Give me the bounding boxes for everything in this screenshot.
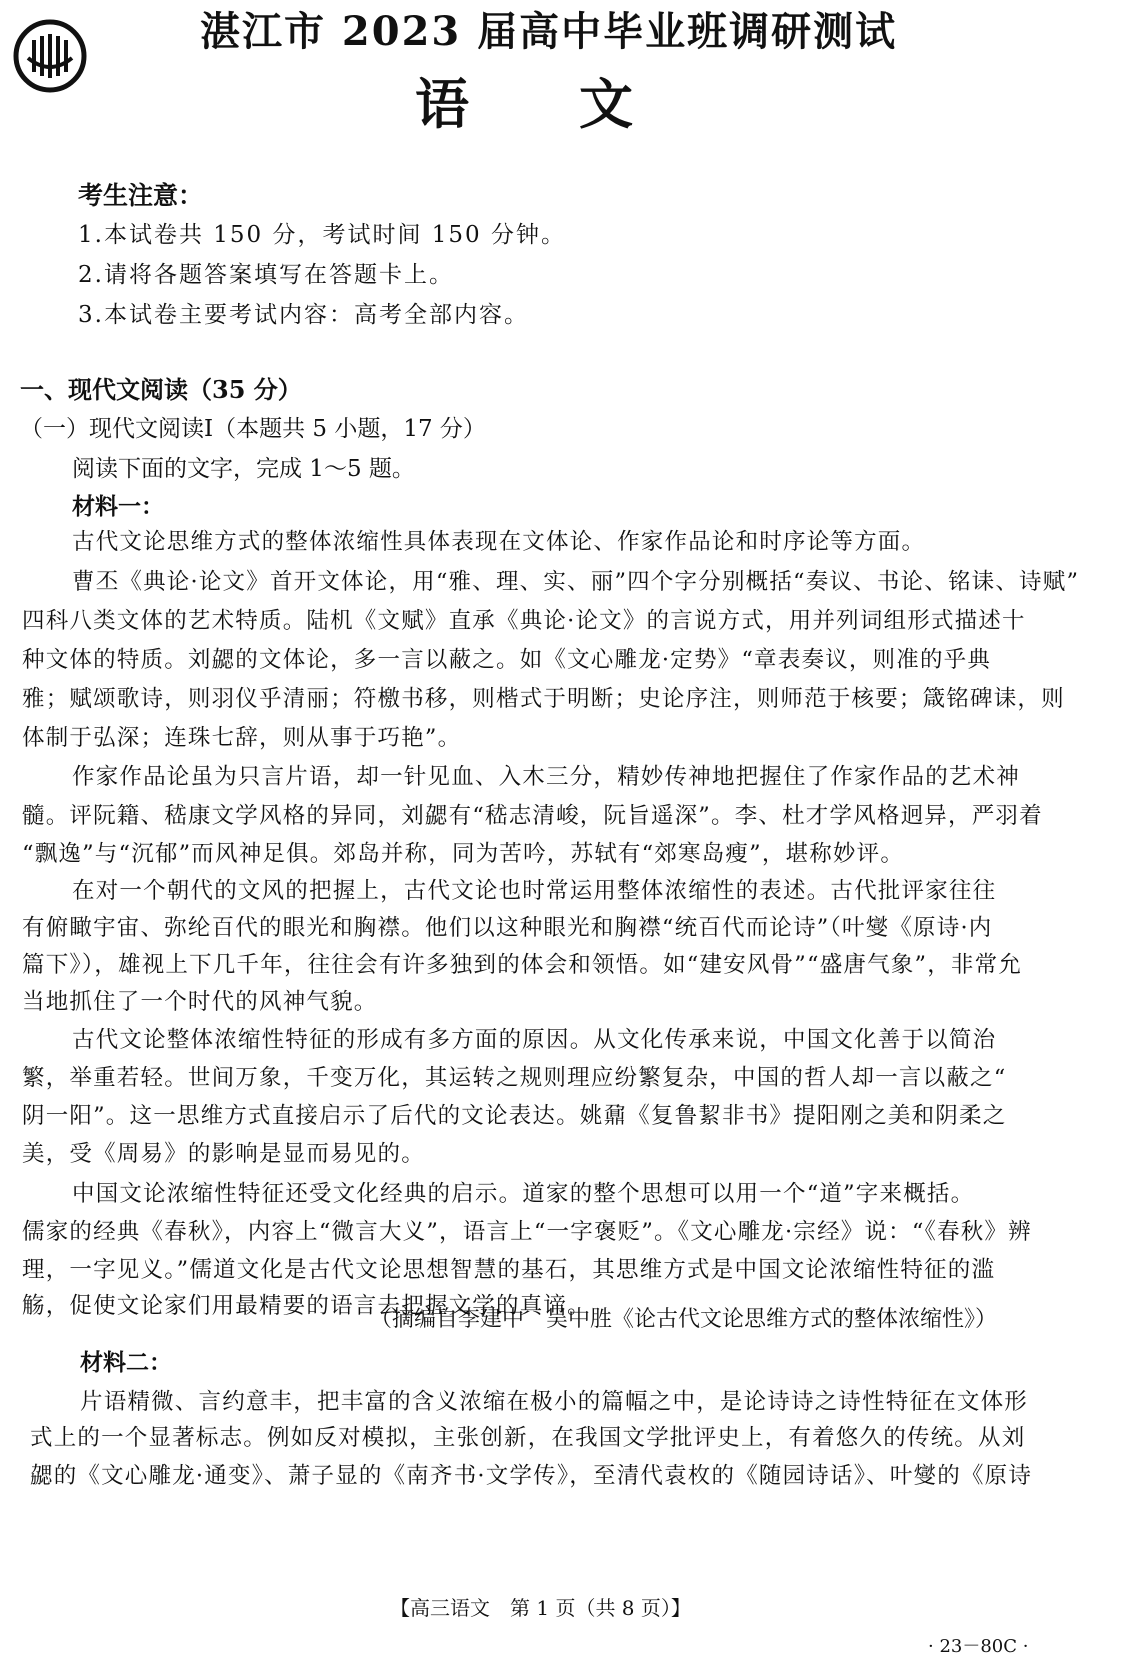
text-line: 四科八类文体的艺术特质。陆机《文赋》直承《典论·论文》的言说方式，用并列词组形式描述十 — [22, 608, 1026, 634]
subject-title: 语文 — [415, 72, 743, 136]
text-line: 美，受《周易》的影响是显而易见的。 — [22, 1141, 425, 1167]
text-line: 式上的一个显著标志。例如反对模拟，主张创新，在我国文学批评史上，有着悠久的传统。从刘 — [30, 1425, 1026, 1451]
material-two-label: 材料二： — [80, 1349, 172, 1376]
text-line: 理，一字见义。”儒道文化是古代文论思想智慧的基石，其思维方式是中国文论浓缩性特征的滥 — [22, 1257, 996, 1283]
text-line: 当地抓住了一个时代的风神气貌。 — [22, 989, 378, 1015]
text-line: 曹丕《典论·论文》首开文体论，用“雅、理、实、丽”四个字分别概括“奏议、书论、铭诔、诗赋” — [72, 569, 1080, 595]
reading-instruction: 阅读下面的文字，完成 1～5 题。 — [72, 456, 415, 482]
exam-logo-icon — [12, 18, 88, 94]
material-one-label: 材料一： — [72, 493, 164, 520]
text-line: 觞，促使文论家们用最精要的语言去把握文学的真谛。 — [22, 1293, 591, 1319]
notice-item: 1.本试卷共 150 分，考试时间 150 分钟。 — [78, 222, 566, 248]
text-line: 篇下》），雄视上下几千年，往往会有许多独到的体会和领悟。如“建安风骨”“盛唐气象”，非常允 — [22, 952, 1023, 978]
subsection-heading: （一）现代文阅读Ⅰ（本题共 5 小题，17 分） — [20, 416, 486, 442]
text-line: 勰的《文心雕龙·通变》、萧子显的《南齐书·文学传》，至清代袁枚的《随园诗话》、叶燮的《原诗 — [30, 1463, 1033, 1489]
text-line: 中国文论浓缩性特征还受文化经典的启示。道家的整个思想可以用一个“道”字来概括。 — [72, 1181, 975, 1207]
text-line: 雅；赋颂歌诗，则羽仪乎清丽；符檄书移，则楷式于明断；史论序注，则师范于核要；箴铭碑诔，则 — [22, 686, 1065, 712]
text-line: 体制于弘深；连珠七辞，则从事于巧艳”。 — [22, 725, 462, 751]
exam-title: 湛江市 2023 届高中毕业班调研测试 — [200, 8, 898, 55]
exam-code: · 23－80C · — [928, 1636, 1029, 1657]
text-line: 古代文论思维方式的整体浓缩性具体表现在文体论、作家作品论和时序论等方面。 — [72, 529, 926, 555]
text-line: 髓。评阮籍、嵇康文学风格的异同，刘勰有“嵇志清峻，阮旨遥深”。李、杜才学风格迥异，严羽着 — [22, 803, 1043, 829]
page-footer: 【高三语文 第 1 页（共 8 页）】 — [390, 1596, 691, 1620]
notice-item: 2.请将各题答案填写在答题卡上。 — [78, 262, 454, 288]
notice-item: 3.本试卷主要考试内容：高考全部内容。 — [78, 302, 529, 328]
text-line: 古代文论整体浓缩性特征的形成有多方面的原因。从文化传承来说，中国文化善于以简治 — [72, 1027, 997, 1053]
section-heading: 一、现代文阅读（35 分） — [20, 375, 302, 404]
text-line: 种文体的特质。刘勰的文体论，多一言以蔽之。如《文心雕龙·定势》“章表奏议，则准的乎典 — [22, 647, 992, 673]
notice-heading: 考生注意： — [78, 181, 204, 210]
text-line: 阴一阳”。这一思维方式直接启示了后代的文论表达。姚鼐《复鲁絜非书》提阳刚之美和阴柔之 — [22, 1103, 1007, 1129]
text-line: 有俯瞰宇宙、弥纶百代的眼光和胸襟。他们以这种眼光和胸襟“统百代而论诗”（叶燮《原诗·内 — [22, 915, 993, 941]
text-line: 儒家的经典《春秋》，内容上“微言大义”，语言上“一字褒贬”。《文心雕龙·宗经》说：“《春秋》辨 — [22, 1219, 1032, 1245]
material-one-source: （摘编自李建中 吴中胜《论古代文论思维方式的整体浓缩性》） — [370, 1307, 998, 1332]
text-line: 繁，举重若轻。世间万象，千变万化，其运转之规则理应纷繁复杂，中国的哲人却一言以蔽之“ — [22, 1065, 1007, 1091]
text-line: 作家作品论虽为只言片语，却一针见血、入木三分，精妙传神地把握住了作家作品的艺术神 — [72, 764, 1021, 790]
text-line: “飘逸”与“沉郁”而风神足俱。郊岛并称，同为苦吟，苏轼有“郊寒岛瘦”，堪称妙评。 — [22, 841, 905, 867]
text-line: 片语精微、言约意丰，把丰富的含义浓缩在极小的篇幅之中，是论诗诗之诗性特征在文体形 — [80, 1389, 1029, 1415]
text-line: 在对一个朝代的文风的把握上，古代文论也时常运用整体浓缩性的表述。古代批评家往往 — [72, 878, 997, 904]
